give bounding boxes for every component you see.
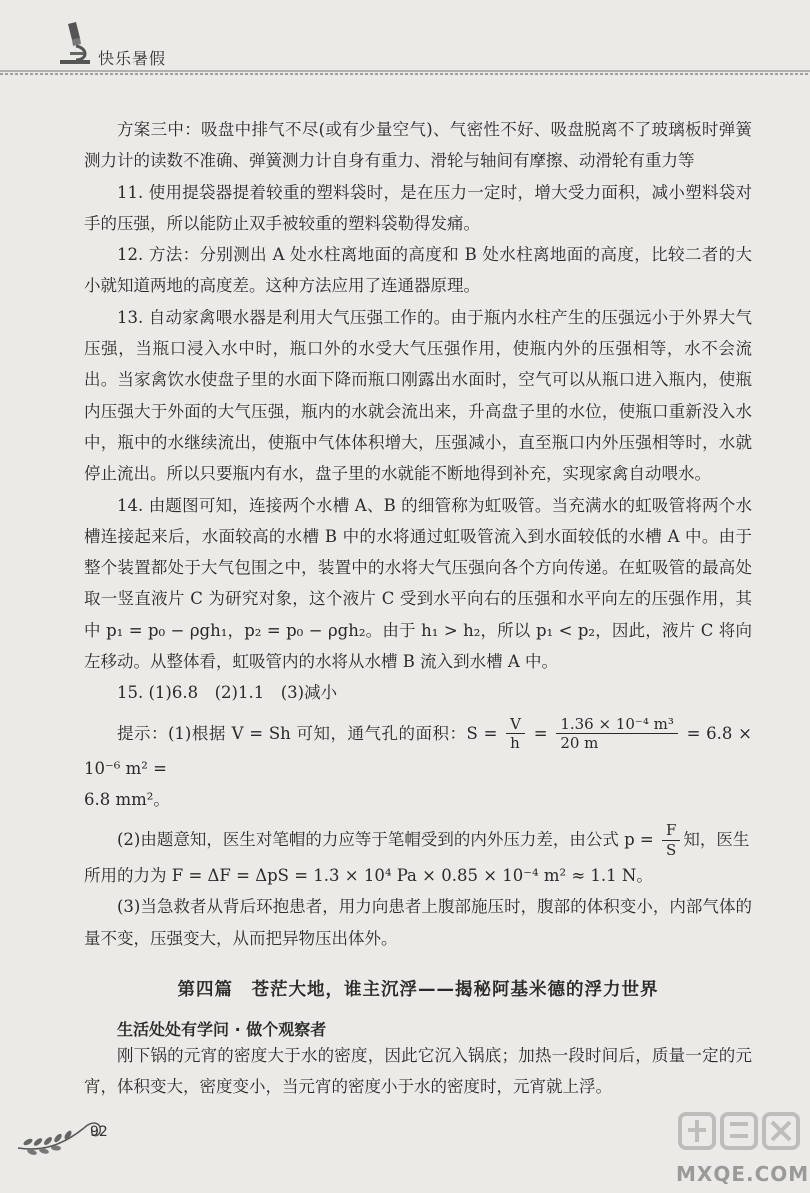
microscope-icon bbox=[54, 18, 94, 66]
equals-sign: = bbox=[528, 723, 554, 743]
section-subtitle: 生活处处有学问 · 做个观察者 bbox=[117, 1019, 327, 1039]
hint-1 bbox=[84, 715, 752, 785]
fraction-numerator: 1.36 × 10⁻⁴ m³ bbox=[556, 715, 678, 735]
page-number: 92 bbox=[90, 1124, 108, 1140]
watermark-text: MXQE.COM bbox=[676, 1162, 810, 1186]
answer-14-part1: 14. 由题图可知，连接两个水槽 A、B 的细管称为虹吸管。当充满水的虹吸管将两个水槽连接起来后，水面较高的水槽 B 中的水将通过虹吸管流入到水面较低的水槽 A 中。由于整个装置都处于大气包围之中，装置中的水将大气压强向各个方向传递。在虹吸管的最高处取一竖直液片 C 为研究对象，这个液片 C 受到水平向右的压强和水平向左的压强作用，其中 bbox=[84, 495, 752, 640]
pressure-formula: p₁ = p₀ − ρgh₁，p₂ = p₀ − ρgh₂ bbox=[106, 620, 366, 640]
answer-11: 11. 使用提袋器提着较重的塑料袋时，是在压力一定时，增大受力面积，减小塑料袋对手的压强，所以能防止双手被较重的塑料袋勒得发痛。 bbox=[84, 182, 752, 233]
hint-2 bbox=[84, 821, 752, 860]
fraction-f-over-s bbox=[662, 821, 680, 860]
fraction-denominator: S bbox=[666, 841, 677, 860]
answer-12: 12. 方法：分别测出 A 处水柱离地面的高度和 B 处水柱离地面的高度，比较二者的大小就知道两地的高度差。这种方法应用了连通器原理。 bbox=[84, 245, 752, 296]
section-body: 刚下锅的元宵的密度大于水的密度，因此它沉入锅底；加热一段时间后，质量一定的元宵，体积变大，密度变小，当元宵的密度小于水的密度时，元宵就上浮。 bbox=[84, 1045, 752, 1097]
hint-1-result: = 6.8 × 10⁻⁶ m² = bbox=[84, 723, 752, 779]
hint-2-text: (2)由题意知，医生对笔帽的力应等于笔帽受到的内外压力差，由公式 p = bbox=[117, 830, 659, 850]
header-title: 快乐暑假 bbox=[98, 49, 167, 68]
hint-2-text-end: 知，医生 bbox=[683, 830, 750, 850]
fraction-volume-over-length bbox=[556, 715, 678, 754]
fraction-numerator: V bbox=[506, 715, 525, 735]
hint-3: (3)当急救者从背后环抱患者，用力向患者上腹部施压时，腹部的体积变小，内部气体的量不变，压强变大，从而把异物压出体外。 bbox=[84, 897, 752, 948]
answer-15: 15. (1)6.8 (2)1.1 (3)减小 bbox=[117, 683, 338, 703]
hint-2-line2: 所用的力为 F = ΔF = ΔpS = 1.3 × 10⁴ Pa × 0.85 × 10⁻⁴ m² ≈ 1.1 N。 bbox=[84, 865, 653, 885]
hint-1-text: 提示：(1)根据 V = Sh 可知，通气孔的面积：S = bbox=[117, 723, 504, 743]
fraction-denominator: 20 m bbox=[560, 734, 599, 753]
section-title: 第四篇 苍茫大地，谁主沉浮——揭秘阿基米德的浮力世界 bbox=[177, 979, 659, 1000]
page-header bbox=[0, 0, 810, 82]
hint-1-line2: 6.8 mm²。 bbox=[84, 790, 170, 810]
fraction-numerator: F bbox=[662, 821, 680, 841]
fraction-v-over-h bbox=[506, 715, 525, 754]
answer-14-part2: 。由于 h₁ > h₂，所以 p₁ < p₂，因此，液片 C 将向左移动。从整体看，虹吸管内的水将从水槽 B 流入到水槽 A 中。 bbox=[84, 620, 752, 672]
paragraph-plan-three: 方案三中：吸盘中排气不尽(或有少量空气)、气密性不好、吸盘脱离不了玻璃板时弹簧测力计的读数不准确、弹簧测力计自身有重力、滑轮与轴间有摩擦、动滑轮有重力等 bbox=[84, 120, 752, 171]
answer-14 bbox=[84, 490, 752, 678]
fraction-denominator: h bbox=[510, 734, 520, 753]
main-content bbox=[84, 114, 752, 1102]
header-rule bbox=[0, 70, 810, 76]
answer-13: 13. 自动家禽喂水器是利用大气压强工作的。由于瓶内水柱产生的压强远小于外界大气压强，当瓶口浸入水中时，瓶口外的水受大气压强作用，使瓶内外的压强相等，水不会流出。当家禽饮水使盘子里的水面下降而瓶口刚露出水面时，空气可以从瓶口进入瓶内，使瓶内压强大于外面的大气压强，瓶内的水就会流出来，升高盘子里的水位，使瓶口重新没入水中，瓶中的水继续流出，使瓶中气体体积增大，压强减小，直至瓶口内外压强相等时，水就停止流出。所以只要瓶内有水，盘子里的水就能不断地得到补充，实现家禽自动喂水。 bbox=[84, 307, 752, 484]
